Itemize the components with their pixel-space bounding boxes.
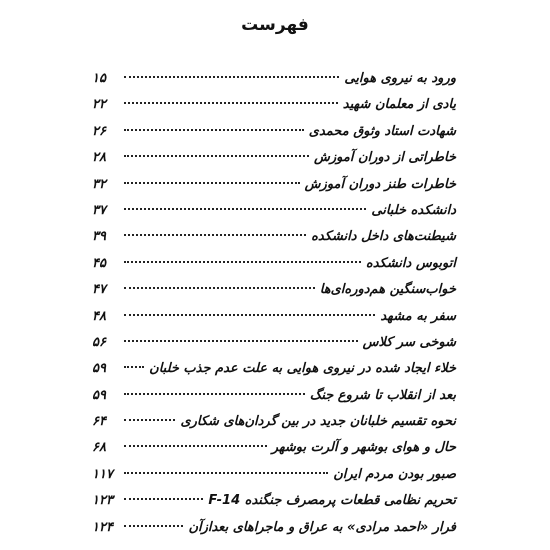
toc-entry-page-number: ۲۸ bbox=[92, 150, 106, 166]
dot-leader bbox=[124, 234, 306, 236]
dot-leader bbox=[124, 314, 375, 316]
toc-entry[interactable] bbox=[92, 330, 456, 356]
toc-entry-page-number: ۱۲۴ bbox=[92, 519, 113, 535]
page-title: فهرست bbox=[241, 15, 309, 35]
toc-entry[interactable] bbox=[92, 488, 456, 514]
toc-entry-page-number: ۴۷ bbox=[92, 282, 106, 298]
toc-entry-page-number: ۴۸ bbox=[92, 308, 106, 324]
toc-entry[interactable] bbox=[92, 198, 456, 224]
toc-entry-page-number: ۳۹ bbox=[92, 229, 106, 245]
dot-leader bbox=[124, 208, 366, 210]
toc-entry[interactable] bbox=[92, 66, 456, 92]
toc-entry[interactable] bbox=[92, 277, 456, 303]
dot-leader bbox=[124, 419, 175, 421]
toc-entry-page-number: ۱۲۳ bbox=[92, 493, 113, 509]
toc-entry-title: شوخی سر کلاس bbox=[362, 334, 456, 350]
toc-entry-page-number: ۱۱۷ bbox=[92, 466, 113, 482]
toc-entry[interactable] bbox=[92, 92, 456, 118]
dot-leader bbox=[124, 102, 338, 104]
toc-entry[interactable] bbox=[92, 304, 456, 330]
toc-entry-page-number: ۴۵ bbox=[92, 255, 106, 271]
toc-entry[interactable] bbox=[92, 409, 456, 435]
toc-entry-page-number: ۵۹ bbox=[92, 361, 106, 377]
dot-leader bbox=[124, 498, 203, 500]
toc-entry-page-number: ۲۲ bbox=[92, 97, 106, 113]
toc-entry-title: بعد از انقلاب تا شروع جنگ bbox=[309, 387, 456, 403]
dot-leader bbox=[124, 155, 309, 157]
toc-entry-page-number: ۱۵ bbox=[92, 71, 106, 86]
dot-leader bbox=[124, 287, 315, 289]
toc-entry-title: ورود به نیروی هوایی bbox=[344, 71, 456, 86]
toc-entry[interactable] bbox=[92, 515, 456, 541]
toc-entry-title: خاطرات طنز دوران آموزش bbox=[304, 176, 456, 192]
dot-leader bbox=[124, 445, 267, 447]
toc-entry-title: شهادت استاد وثوق محمدی bbox=[308, 123, 456, 139]
toc-entry[interactable] bbox=[92, 356, 456, 382]
toc-entry-title: شیطنت‌های داخل دانشکده bbox=[311, 229, 456, 245]
toc-entry-page-number: ۵۹ bbox=[92, 387, 106, 403]
dot-leader bbox=[124, 525, 183, 527]
toc-entry[interactable] bbox=[92, 224, 456, 250]
toc-entry[interactable] bbox=[92, 383, 456, 409]
toc-entry[interactable] bbox=[92, 462, 456, 488]
dot-leader bbox=[124, 261, 361, 263]
toc-entry[interactable] bbox=[92, 119, 456, 145]
toc-entry-page-number: ۶۸ bbox=[92, 440, 106, 456]
dot-leader bbox=[124, 366, 144, 368]
toc-entry-title: تحریم نظامی قطعات پرمصرف جنگنده F-14 bbox=[208, 493, 456, 509]
toc-entry-page-number: ۵۶ bbox=[92, 334, 106, 350]
dot-leader bbox=[124, 182, 300, 184]
toc-entry-page-number: ۶۴ bbox=[92, 414, 106, 430]
toc-entry-title: خلاء ایجاد شده در نیروی هوایی به علت عدم جذب خلبان bbox=[149, 361, 456, 377]
toc-entry-page-number: ۳۷ bbox=[92, 202, 106, 218]
toc-entry-title: خواب‌سنگین هم‌دوره‌ای‌ها bbox=[319, 282, 456, 298]
toc-entry-title: صبور بودن مردم ایران bbox=[333, 466, 456, 482]
toc-entry-title: اتوبوس دانشکده bbox=[365, 255, 456, 271]
toc-entry-page-number: ۲۶ bbox=[92, 123, 106, 139]
toc-entry[interactable] bbox=[92, 172, 456, 198]
dot-leader bbox=[124, 340, 358, 342]
toc-entry-title: نحوه تقسیم خلبانان جدید در بین گردان‌های شکاری bbox=[180, 414, 456, 430]
dot-leader bbox=[124, 472, 328, 474]
toc-entry-title: سفر به مشهد bbox=[380, 308, 456, 324]
toc-entry[interactable] bbox=[92, 435, 456, 461]
toc-entry-title: خاطراتی از دوران آموزش bbox=[314, 150, 456, 166]
toc-entry-title: یادی از معلمان شهید bbox=[342, 97, 456, 113]
toc-entry-title: فرار «احمد مرادی» به عراق و ماجراهای بعدازآن bbox=[188, 519, 456, 535]
toc-entry-page-number: ۳۲ bbox=[92, 176, 106, 192]
dot-leader bbox=[124, 393, 305, 395]
toc-entry-title: حال و هوای بوشهر و آلرت بوشهر bbox=[271, 440, 456, 456]
table-of-contents bbox=[92, 66, 456, 541]
toc-entry[interactable] bbox=[92, 145, 456, 171]
dot-leader bbox=[124, 129, 304, 131]
toc-entry[interactable] bbox=[92, 251, 456, 277]
toc-entry-title: دانشکده خلبانی bbox=[371, 202, 456, 218]
dot-leader bbox=[124, 76, 339, 78]
